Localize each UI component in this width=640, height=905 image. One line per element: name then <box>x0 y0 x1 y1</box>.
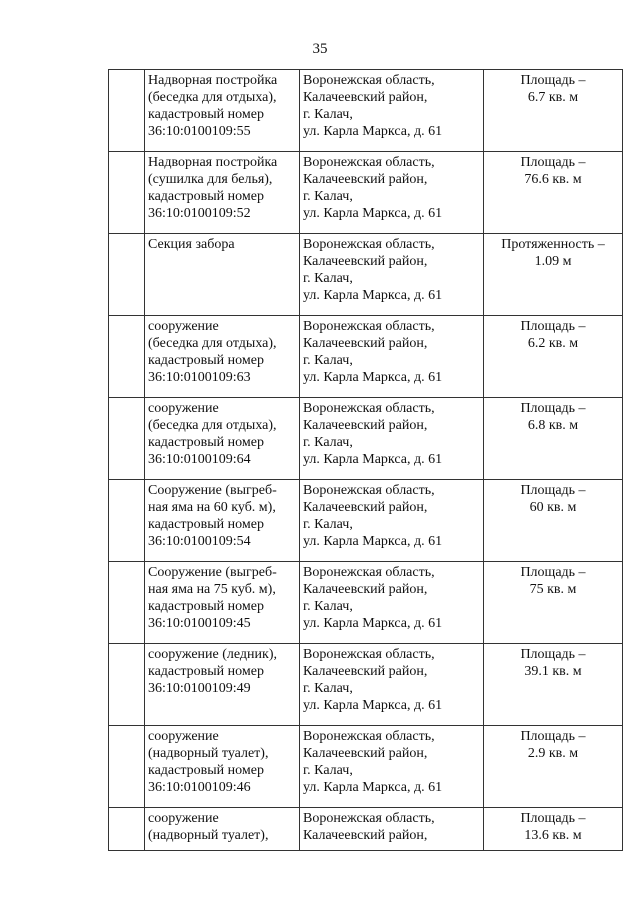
object-name-cell <box>145 480 300 562</box>
object-name-cell <box>145 726 300 808</box>
characteristic-cell <box>484 70 623 152</box>
address-line: г. Калач, <box>303 599 353 614</box>
address-cell <box>300 726 484 808</box>
address-line: ул. Карла Маркса, д. 61 <box>303 452 443 467</box>
address-line: г. Калач, <box>303 435 353 450</box>
object-name-line: кадастровый номер <box>148 517 264 532</box>
row-number-cell <box>109 152 145 234</box>
address-line: ул. Карла Маркса, д. 61 <box>303 780 443 795</box>
address-line: г. Калач, <box>303 107 353 122</box>
object-name-line: кадастровый номер <box>148 189 264 204</box>
address-line: ул. Карла Маркса, д. 61 <box>303 370 443 385</box>
address-line: г. Калач, <box>303 353 353 368</box>
address-line: Воронежская область, <box>303 647 435 662</box>
object-name-cell <box>145 808 300 851</box>
address-line: Калачеевский район, <box>303 746 428 761</box>
characteristic-line: 13.6 кв. м <box>524 828 582 843</box>
characteristic-line: 75 кв. м <box>529 582 577 597</box>
characteristic-line: Площадь – <box>520 319 586 334</box>
characteristic-line: 6.7 кв. м <box>527 90 579 105</box>
address-line: Калачеевский район, <box>303 336 428 351</box>
characteristic-cell <box>484 644 623 726</box>
object-name-line: сооружение <box>148 319 219 334</box>
object-name-line: кадастровый номер <box>148 763 264 778</box>
characteristic-line: Площадь – <box>520 73 586 88</box>
object-name-cell <box>145 152 300 234</box>
address-line: Калачеевский район, <box>303 828 428 843</box>
characteristic-line: 60 кв. м <box>529 500 577 515</box>
row-number-cell <box>109 808 145 851</box>
address-line: г. Калач, <box>303 271 353 286</box>
table-row <box>109 316 623 398</box>
characteristic-line: Площадь – <box>520 565 586 580</box>
table-row <box>109 644 623 726</box>
characteristic-cell <box>484 808 623 851</box>
object-name-line: сооружение <box>148 729 219 744</box>
characteristic-line: 2.9 кв. м <box>527 746 579 761</box>
object-name-cell <box>145 234 300 316</box>
table-row <box>109 562 623 644</box>
object-name-line: кадастровый номер <box>148 664 264 679</box>
characteristic-cell <box>484 234 623 316</box>
object-name-cell <box>145 398 300 480</box>
object-name-cell <box>145 562 300 644</box>
table-row <box>109 808 623 851</box>
address-cell <box>300 398 484 480</box>
characteristic-line: 6.8 кв. м <box>527 418 579 433</box>
address-line: Воронежская область, <box>303 401 435 416</box>
characteristic-line: 1.09 м <box>534 254 572 269</box>
object-name-line: сооружение <box>148 811 219 826</box>
address-cell <box>300 152 484 234</box>
object-name-line: (надворный туалет), <box>148 746 269 761</box>
object-name-line: Сооружение (выгреб- <box>148 565 277 580</box>
object-name-line: (сушилка для белья), <box>148 172 273 187</box>
address-line: Воронежская область, <box>303 729 435 744</box>
property-registry-table <box>108 69 623 851</box>
object-name-line: 36:10:0100109:64 <box>148 452 251 467</box>
address-line: Воронежская область, <box>303 565 435 580</box>
address-line: г. Калач, <box>303 763 353 778</box>
address-cell <box>300 808 484 851</box>
address-line: г. Калач, <box>303 189 353 204</box>
address-line: Воронежская область, <box>303 155 435 170</box>
address-line: Калачеевский район, <box>303 90 428 105</box>
table-row <box>109 398 623 480</box>
row-number-cell <box>109 562 145 644</box>
address-cell <box>300 644 484 726</box>
address-line: Воронежская область, <box>303 319 435 334</box>
row-number-cell <box>109 644 145 726</box>
address-line: ул. Карла Маркса, д. 61 <box>303 534 443 549</box>
table-row <box>109 70 623 152</box>
object-name-line: Сооружение (выгреб- <box>148 483 277 498</box>
row-number-cell <box>109 70 145 152</box>
object-name-line: (беседка для отдыха), <box>148 418 277 433</box>
address-line: Воронежская область, <box>303 483 435 498</box>
object-name-line: 36:10:0100109:49 <box>148 681 251 696</box>
characteristic-line: Площадь – <box>520 483 586 498</box>
object-name-line: кадастровый номер <box>148 599 264 614</box>
address-line: ул. Карла Маркса, д. 61 <box>303 616 443 631</box>
address-cell <box>300 70 484 152</box>
object-name-line: 36:10:0100109:45 <box>148 616 251 631</box>
object-name-line: сооружение (ледник), <box>148 647 277 662</box>
address-line: ул. Карла Маркса, д. 61 <box>303 206 443 221</box>
characteristic-cell <box>484 316 623 398</box>
characteristic-line: 76.6 кв. м <box>524 172 582 187</box>
address-cell <box>300 316 484 398</box>
characteristic-cell <box>484 152 623 234</box>
row-number-cell <box>109 398 145 480</box>
object-name-line: 36:10:0100109:63 <box>148 370 251 385</box>
characteristic-line: 39.1 кв. м <box>524 664 582 679</box>
object-name-line: кадастровый номер <box>148 435 264 450</box>
object-name-line: кадастровый номер <box>148 353 264 368</box>
characteristic-line: Протяженность – <box>501 237 605 252</box>
address-line: Воронежская область, <box>303 73 435 88</box>
address-line: Калачеевский район, <box>303 172 428 187</box>
characteristic-cell <box>484 562 623 644</box>
address-cell <box>300 562 484 644</box>
table-row <box>109 152 623 234</box>
object-name-line: (беседка для отдыха), <box>148 90 277 105</box>
object-name-cell <box>145 70 300 152</box>
object-name-line: ная яма на 75 куб. м), <box>148 582 276 597</box>
address-line: ул. Карла Маркса, д. 61 <box>303 698 443 713</box>
object-name-line: 36:10:0100109:52 <box>148 206 251 221</box>
table-body <box>109 70 623 851</box>
row-number-cell <box>109 234 145 316</box>
object-name-line: сооружение <box>148 401 219 416</box>
table-row <box>109 234 623 316</box>
address-line: г. Калач, <box>303 681 353 696</box>
object-name-line: Надворная постройка <box>148 155 278 170</box>
characteristic-line: Площадь – <box>520 401 586 416</box>
characteristic-cell <box>484 726 623 808</box>
address-line: Воронежская область, <box>303 811 435 826</box>
characteristic-line: Площадь – <box>520 647 586 662</box>
address-line: г. Калач, <box>303 517 353 532</box>
characteristic-line: Площадь – <box>520 811 586 826</box>
address-line: ул. Карла Маркса, д. 61 <box>303 288 443 303</box>
characteristic-cell <box>484 398 623 480</box>
address-cell <box>300 234 484 316</box>
address-line: Калачеевский район, <box>303 418 428 433</box>
characteristic-line: 6.2 кв. м <box>527 336 579 351</box>
object-name-line: ная яма на 60 куб. м), <box>148 500 276 515</box>
address-cell <box>300 480 484 562</box>
object-name-line: 36:10:0100109:54 <box>148 534 251 549</box>
address-line: Калачеевский район, <box>303 582 428 597</box>
characteristic-cell <box>484 480 623 562</box>
table-row <box>109 480 623 562</box>
address-line: Калачеевский район, <box>303 664 428 679</box>
object-name-line: 36:10:0100109:46 <box>148 780 251 795</box>
address-line: Калачеевский район, <box>303 254 428 269</box>
row-number-cell <box>109 316 145 398</box>
object-name-line: Надворная постройка <box>148 73 278 88</box>
object-name-line: (надворный туалет), <box>148 828 269 843</box>
object-name-line: Секция забора <box>148 237 235 252</box>
characteristic-line: Площадь – <box>520 729 586 744</box>
row-number-cell <box>109 480 145 562</box>
object-name-line: кадастровый номер <box>148 107 264 122</box>
object-name-cell <box>145 316 300 398</box>
object-name-line: 36:10:0100109:55 <box>148 124 251 139</box>
address-line: Калачеевский район, <box>303 500 428 515</box>
row-number-cell <box>109 726 145 808</box>
object-name-line: (беседка для отдыха), <box>148 336 277 351</box>
address-line: Воронежская область, <box>303 237 435 252</box>
object-name-cell <box>145 644 300 726</box>
characteristic-line: Площадь – <box>520 155 586 170</box>
page-number: 35 <box>312 41 328 57</box>
address-line: ул. Карла Маркса, д. 61 <box>303 124 443 139</box>
table-row <box>109 726 623 808</box>
